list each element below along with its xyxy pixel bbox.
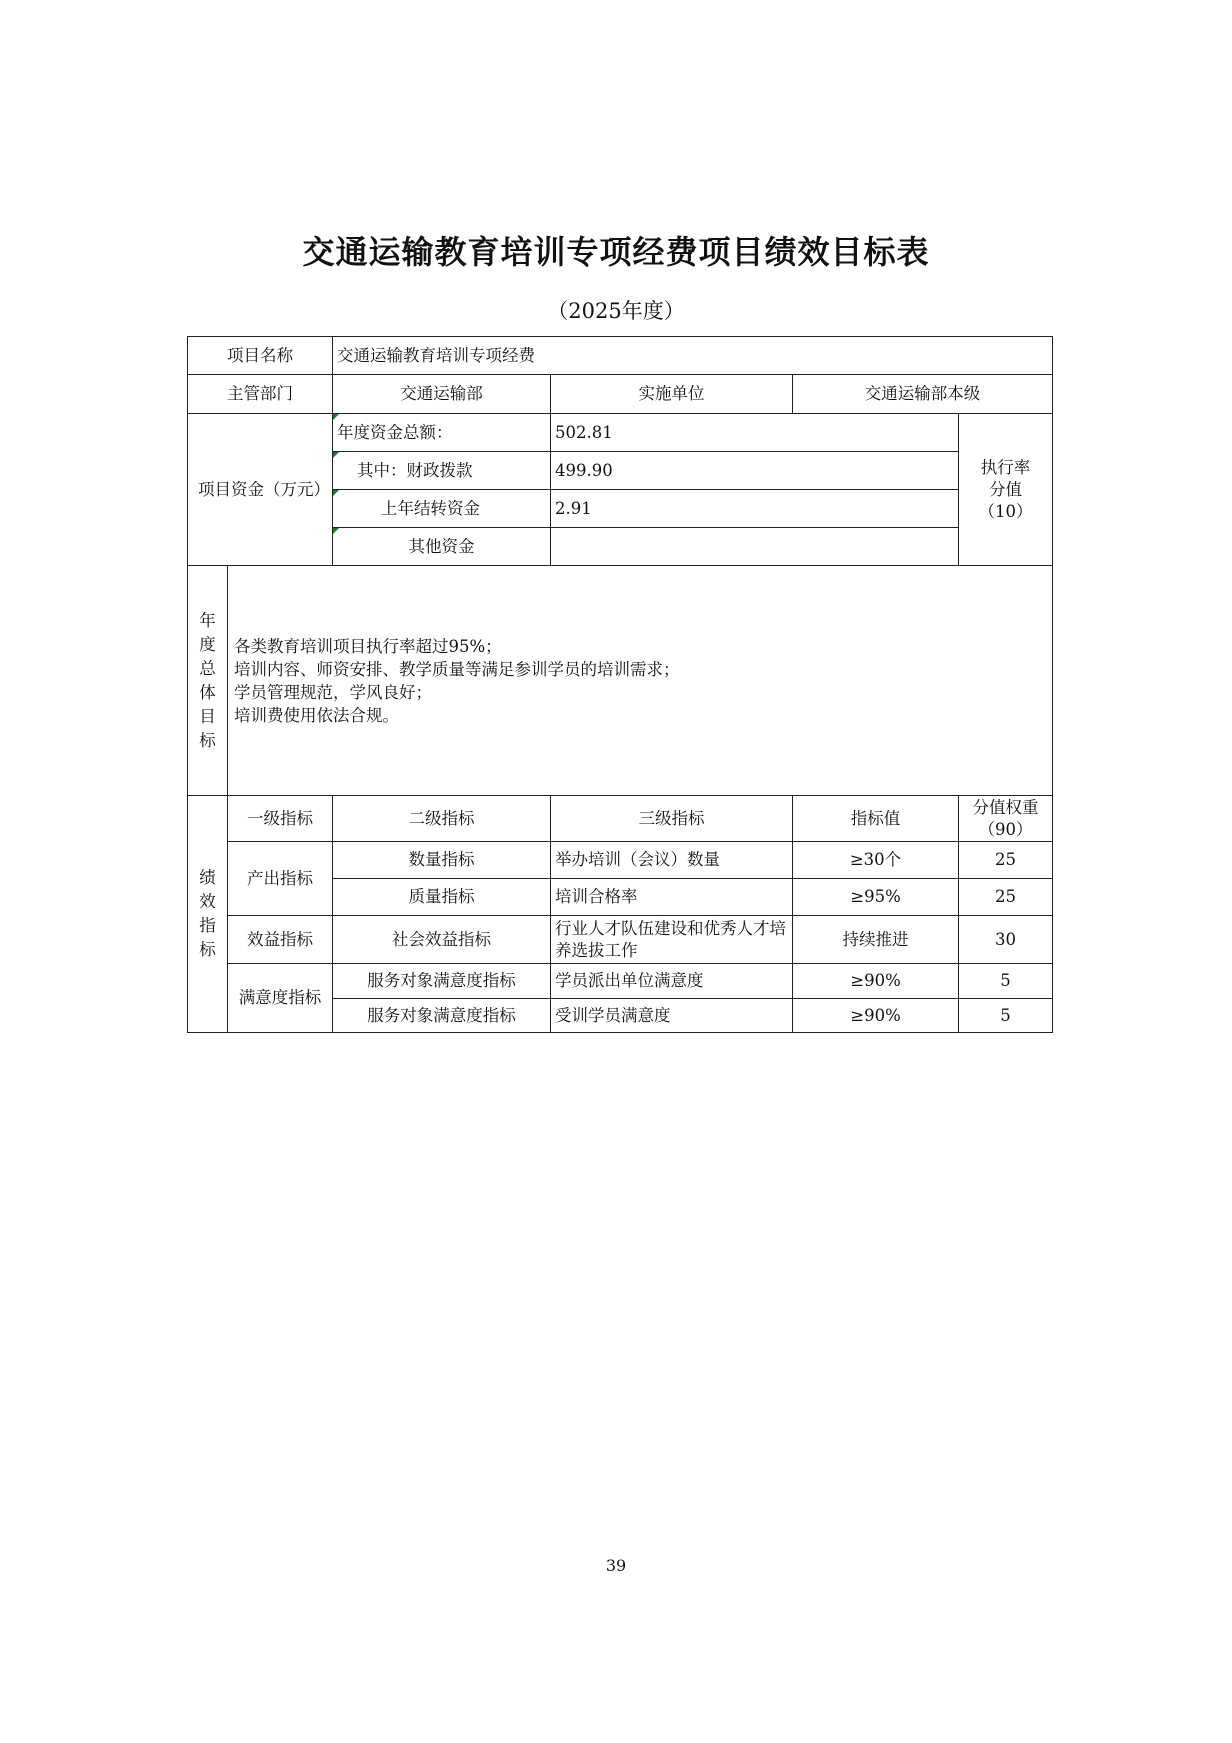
weight-cell: 5 <box>959 964 1053 999</box>
level2-cell: 服务对象满意度指标 <box>333 999 551 1033</box>
dept-value: 交通运输部 <box>333 375 551 414</box>
table-row <box>188 964 1053 999</box>
fund-other-value <box>551 528 959 566</box>
department-row <box>188 375 1053 414</box>
impl-label: 实施单位 <box>551 375 793 414</box>
annual-goal-content <box>228 566 1053 796</box>
level3-cell: 培训合格率 <box>551 879 793 916</box>
fund-total-value: 502.81 <box>551 414 959 452</box>
level1-cell: 效益指标 <box>228 916 333 964</box>
annual-goal-row <box>188 566 1053 796</box>
header-weight: 分值权重（90） <box>959 796 1053 842</box>
fund-carryover-label: 上年结转资金 <box>333 490 551 528</box>
level2-cell: 数量指标 <box>333 842 551 879</box>
value-cell: ≥90% <box>793 964 959 999</box>
project-name-label: 项目名称 <box>188 337 333 375</box>
level3-cell: 行业人才队伍建设和优秀人才培养选拔工作 <box>551 916 793 964</box>
header-level2: 二级指标 <box>333 796 551 842</box>
level3-cell: 学员派出单位满意度 <box>551 964 793 999</box>
perf-indicator-label: 绩效指标 <box>188 796 228 1033</box>
weight-cell: 5 <box>959 999 1053 1033</box>
fund-total-label: 年度资金总额： <box>333 414 551 452</box>
funds-label: 项目资金（万元） <box>188 414 333 566</box>
level2-cell: 社会效益指标 <box>333 916 551 964</box>
weight-cell: 30 <box>959 916 1053 964</box>
exec-rate-label: 执行率分值（10） <box>959 414 1053 566</box>
header-value: 指标值 <box>793 796 959 842</box>
header-level1: 一级指标 <box>228 796 333 842</box>
dept-label: 主管部门 <box>188 375 333 414</box>
goal-line: 培训内容、师资安排、教学质量等满足参训学员的培训需求； <box>234 659 680 679</box>
value-cell: 持续推进 <box>793 916 959 964</box>
value-cell: ≥30个 <box>793 842 959 879</box>
fund-fiscal-label: 其中：财政拨款 <box>333 452 551 490</box>
level3-cell: 举办培训（会议）数量 <box>551 842 793 879</box>
page-subtitle: （2025年度） <box>547 299 685 323</box>
fund-fiscal-value: 499.90 <box>551 452 959 490</box>
project-name-value: 交通运输教育培训专项经费 <box>333 337 1053 375</box>
level3-cell: 受训学员满意度 <box>551 999 793 1033</box>
level1-cell: 满意度指标 <box>228 964 333 1033</box>
impl-value: 交通运输部本级 <box>793 375 1053 414</box>
fund-carryover-value: 2.91 <box>551 490 959 528</box>
table-row <box>188 842 1053 879</box>
annual-goal-label: 年度总体目标 <box>188 566 228 796</box>
goal-line: 各类教育培训项目执行率超过95%； <box>234 636 502 656</box>
value-cell: ≥90% <box>793 999 959 1033</box>
level1-cell: 产出指标 <box>228 842 333 916</box>
table-row <box>188 916 1053 964</box>
level2-cell: 服务对象满意度指标 <box>333 964 551 999</box>
header-level3: 三级指标 <box>551 796 793 842</box>
fund-other-label: 其他资金 <box>333 528 551 566</box>
level2-cell: 质量指标 <box>333 879 551 916</box>
page-title: 交通运输教育培训专项经费项目绩效目标表 <box>302 233 930 271</box>
funds-row <box>188 414 1053 452</box>
value-cell: ≥95% <box>793 879 959 916</box>
goal-line: 学员管理规范，学风良好； <box>234 682 432 702</box>
performance-target-table <box>187 336 1053 1033</box>
goal-line: 培训费使用依法合规。 <box>234 705 399 725</box>
weight-cell: 25 <box>959 842 1053 879</box>
indicator-header-row <box>188 796 1053 842</box>
page-number: 39 <box>605 1556 627 1575</box>
project-name-row <box>188 337 1053 375</box>
weight-cell: 25 <box>959 879 1053 916</box>
